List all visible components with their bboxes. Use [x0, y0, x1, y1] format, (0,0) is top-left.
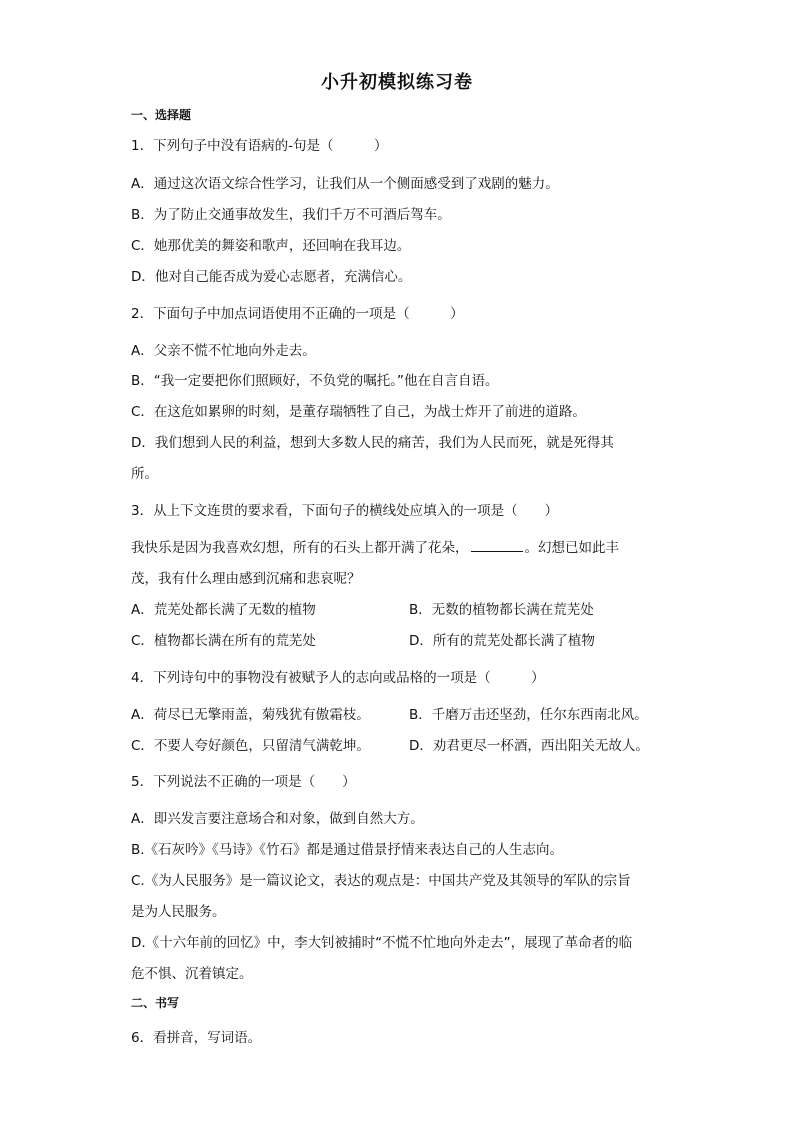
question-2-option-d-line2: 所。	[131, 466, 158, 482]
question-4-option-a: A．荷尽已无擎雨盖，菊残犹有傲霜枝。	[131, 707, 370, 723]
question-5-option-d-line1: D.《十六年前的回忆》中，李大钊被捕时“不慌不忙地向外走去”，展现了革命者的临	[131, 935, 633, 951]
question-3-option-c: C．植物都长满在所有的荒芜处	[131, 633, 316, 649]
question-5-stem: 5．下列说法不正确的一项是（ ）	[131, 774, 356, 790]
question-3-option-a: A．荒芜处都长满了无数的植物	[131, 602, 316, 618]
question-2-stem: 2．下面句子中加点词语使用不正确的一项是（ ）	[131, 306, 464, 322]
question-4-stem: 4．下列诗句中的事物没有被赋予人的志向或品格的一项是（ ）	[131, 670, 545, 686]
question-3-passage-part2: 。幻想已如此丰	[524, 540, 619, 556]
question-2-option-b: B．“我一定要把你们照顾好，不负党的嘱托。”他在自言自语。	[131, 373, 499, 389]
section-heading-writing: 二、书写	[131, 996, 180, 1010]
question-4-option-c: C．不要人夸好颜色，只留清气满乾坤。	[131, 738, 370, 754]
question-3-stem: 3．从上下文连贯的要求看，下面句子的横线处应填入的一项是（ ）	[131, 503, 559, 519]
question-1-option-a: A．通过这次语文综合性学习，让我们从一个侧面感受到了戏剧的魅力。	[131, 176, 559, 192]
question-2-option-c: C．在这危如累卵的时刻，是董存瑞牺牲了自己，为战士炸开了前进的道路。	[131, 404, 586, 420]
question-2-option-d-line1: D．我们想到人民的利益，想到大多数人民的痛苦，我们为人民而死，就是死得其	[131, 435, 614, 451]
question-3-passage-line2: 茂，我有什么理由感到沉痛和悲哀呢？	[131, 571, 361, 587]
question-4-option-d: D．劝君更尽一杯酒，西出阳关无故人。	[409, 738, 649, 754]
question-1-option-d: D．他对自己能否成为爱心志愿者，充满信心。	[131, 269, 412, 285]
question-5-option-a: A．即兴发言要注意场合和对象，做到自然大方。	[131, 811, 424, 827]
question-1-option-b: B．为了防止交通事故发生，我们千万不可酒后驾车。	[131, 207, 451, 223]
question-5-option-d-line2: 危不惧、沉着镇定。	[131, 966, 253, 982]
question-3-passage-line1	[131, 536, 619, 556]
page-title: 小升初模拟练习卷	[321, 72, 473, 93]
question-5-option-c-line2: 是为人民服务。	[131, 904, 226, 920]
question-1-option-c: C．她那优美的舞姿和歌声，还回响在我耳边。	[131, 238, 411, 254]
fill-in-blank	[471, 539, 523, 552]
question-3-passage-part1: 我快乐是因为我喜欢幻想，所有的石头上都开满了花朵，	[131, 540, 469, 556]
question-1-stem: 1．下列句子中没有语病的-句是（ ）	[131, 138, 388, 154]
question-4-option-b: B．千磨万击还坚劲，任尔东西南北风。	[409, 707, 648, 723]
question-5-option-b: B.《石灰吟》《马诗》《竹石》都是通过借景抒情来表达自己的人生志向。	[131, 842, 564, 858]
question-3-option-b: B．无数的植物都长满在荒芜处	[409, 602, 594, 618]
question-2-option-a: A．父亲不慌不忙地向外走去。	[131, 343, 316, 359]
question-5-option-c-line1: C.《为人民服务》是一篇议论文，表达的观点是：中国共产党及其领导的军队的宗旨	[131, 873, 631, 889]
question-3-option-d: D．所有的荒芜处都长满了植物	[409, 633, 595, 649]
section-heading-choice: 一、选择题	[131, 108, 192, 122]
question-6-stem: 6．看拼音，写词语。	[131, 1030, 262, 1046]
